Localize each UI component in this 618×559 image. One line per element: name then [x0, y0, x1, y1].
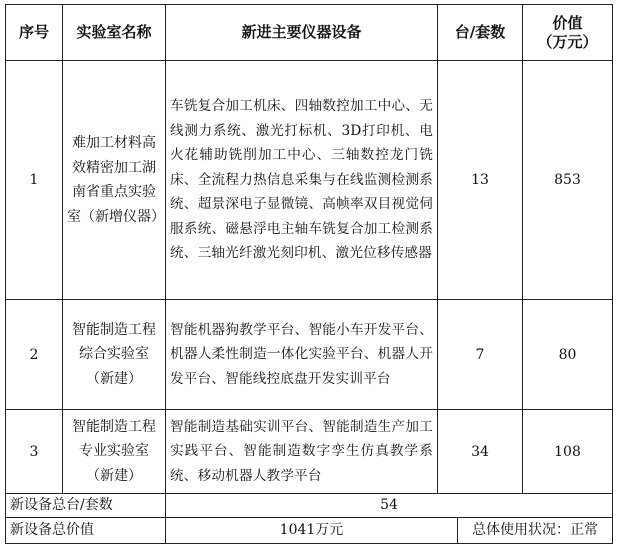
total-value-label: 新设备总价值: [6, 518, 166, 544]
row-value: 108: [523, 410, 613, 494]
header-value: [523, 5, 613, 61]
row-lab-name: 智能制造工程专业实验室（新建）: [63, 410, 166, 494]
row-equipment: 智能制造基础实训平台、智能制造生产加工实践平台、智能制造数字孪生仿真教学系统、移动机器人教学平台: [166, 410, 438, 494]
header-no: 序号: [6, 5, 63, 61]
total-count-row: [6, 494, 613, 518]
row-no: 2: [6, 300, 63, 410]
usage-status: 总体使用状况：正常: [458, 518, 613, 544]
total-count-value: 54: [166, 494, 613, 518]
total-value-amount: 1041万元: [166, 518, 458, 544]
row-count: 13: [438, 61, 523, 300]
header-value-line1: 价值: [552, 13, 583, 32]
header-lab-name: 实验室名称: [63, 5, 166, 61]
total-value-row: [6, 518, 613, 544]
row-lab-name: 智能制造工程综合实验室（新建）: [63, 300, 166, 410]
table-row: [6, 61, 613, 300]
table-row: [6, 410, 613, 494]
row-value: 80: [523, 300, 613, 410]
equipment-table: [5, 4, 613, 544]
row-equipment: 智能机器狗教学平台、智能小车开发平台、机器人柔性制造一体化实验平台、机器人开发平台、智能线控底盘开发实训平台: [166, 300, 438, 410]
row-count: 34: [438, 410, 523, 494]
row-no: 3: [6, 410, 63, 494]
row-equipment: 车铣复合加工机床、四轴数控加工中心、无线测力系统、激光打标机、3D打印机、电火花辅助铣削加工中心、三轴数控龙门铣床、全流程力热信息采集与在线监测检测系统、超景深电子显微镜、高帧率双目视觉伺服系统、磁悬浮电主轴车铣复合加工检测系统、三轴光纤激光刻印机、激光位移传感器: [166, 61, 438, 300]
header-value-line2: （万元）: [537, 32, 598, 51]
row-lab-name: 难加工材料高效精密加工湖南省重点实验室（新增仪器）: [63, 61, 166, 300]
table-row: [6, 300, 613, 410]
row-no: 1: [6, 61, 63, 300]
header-count: 台/套数: [438, 5, 523, 61]
header-row: [6, 5, 613, 61]
header-equipment: 新进主要仪器设备: [166, 5, 438, 61]
total-count-label: 新设备总台/套数: [6, 494, 166, 518]
row-value: 853: [523, 61, 613, 300]
row-count: 7: [438, 300, 523, 410]
